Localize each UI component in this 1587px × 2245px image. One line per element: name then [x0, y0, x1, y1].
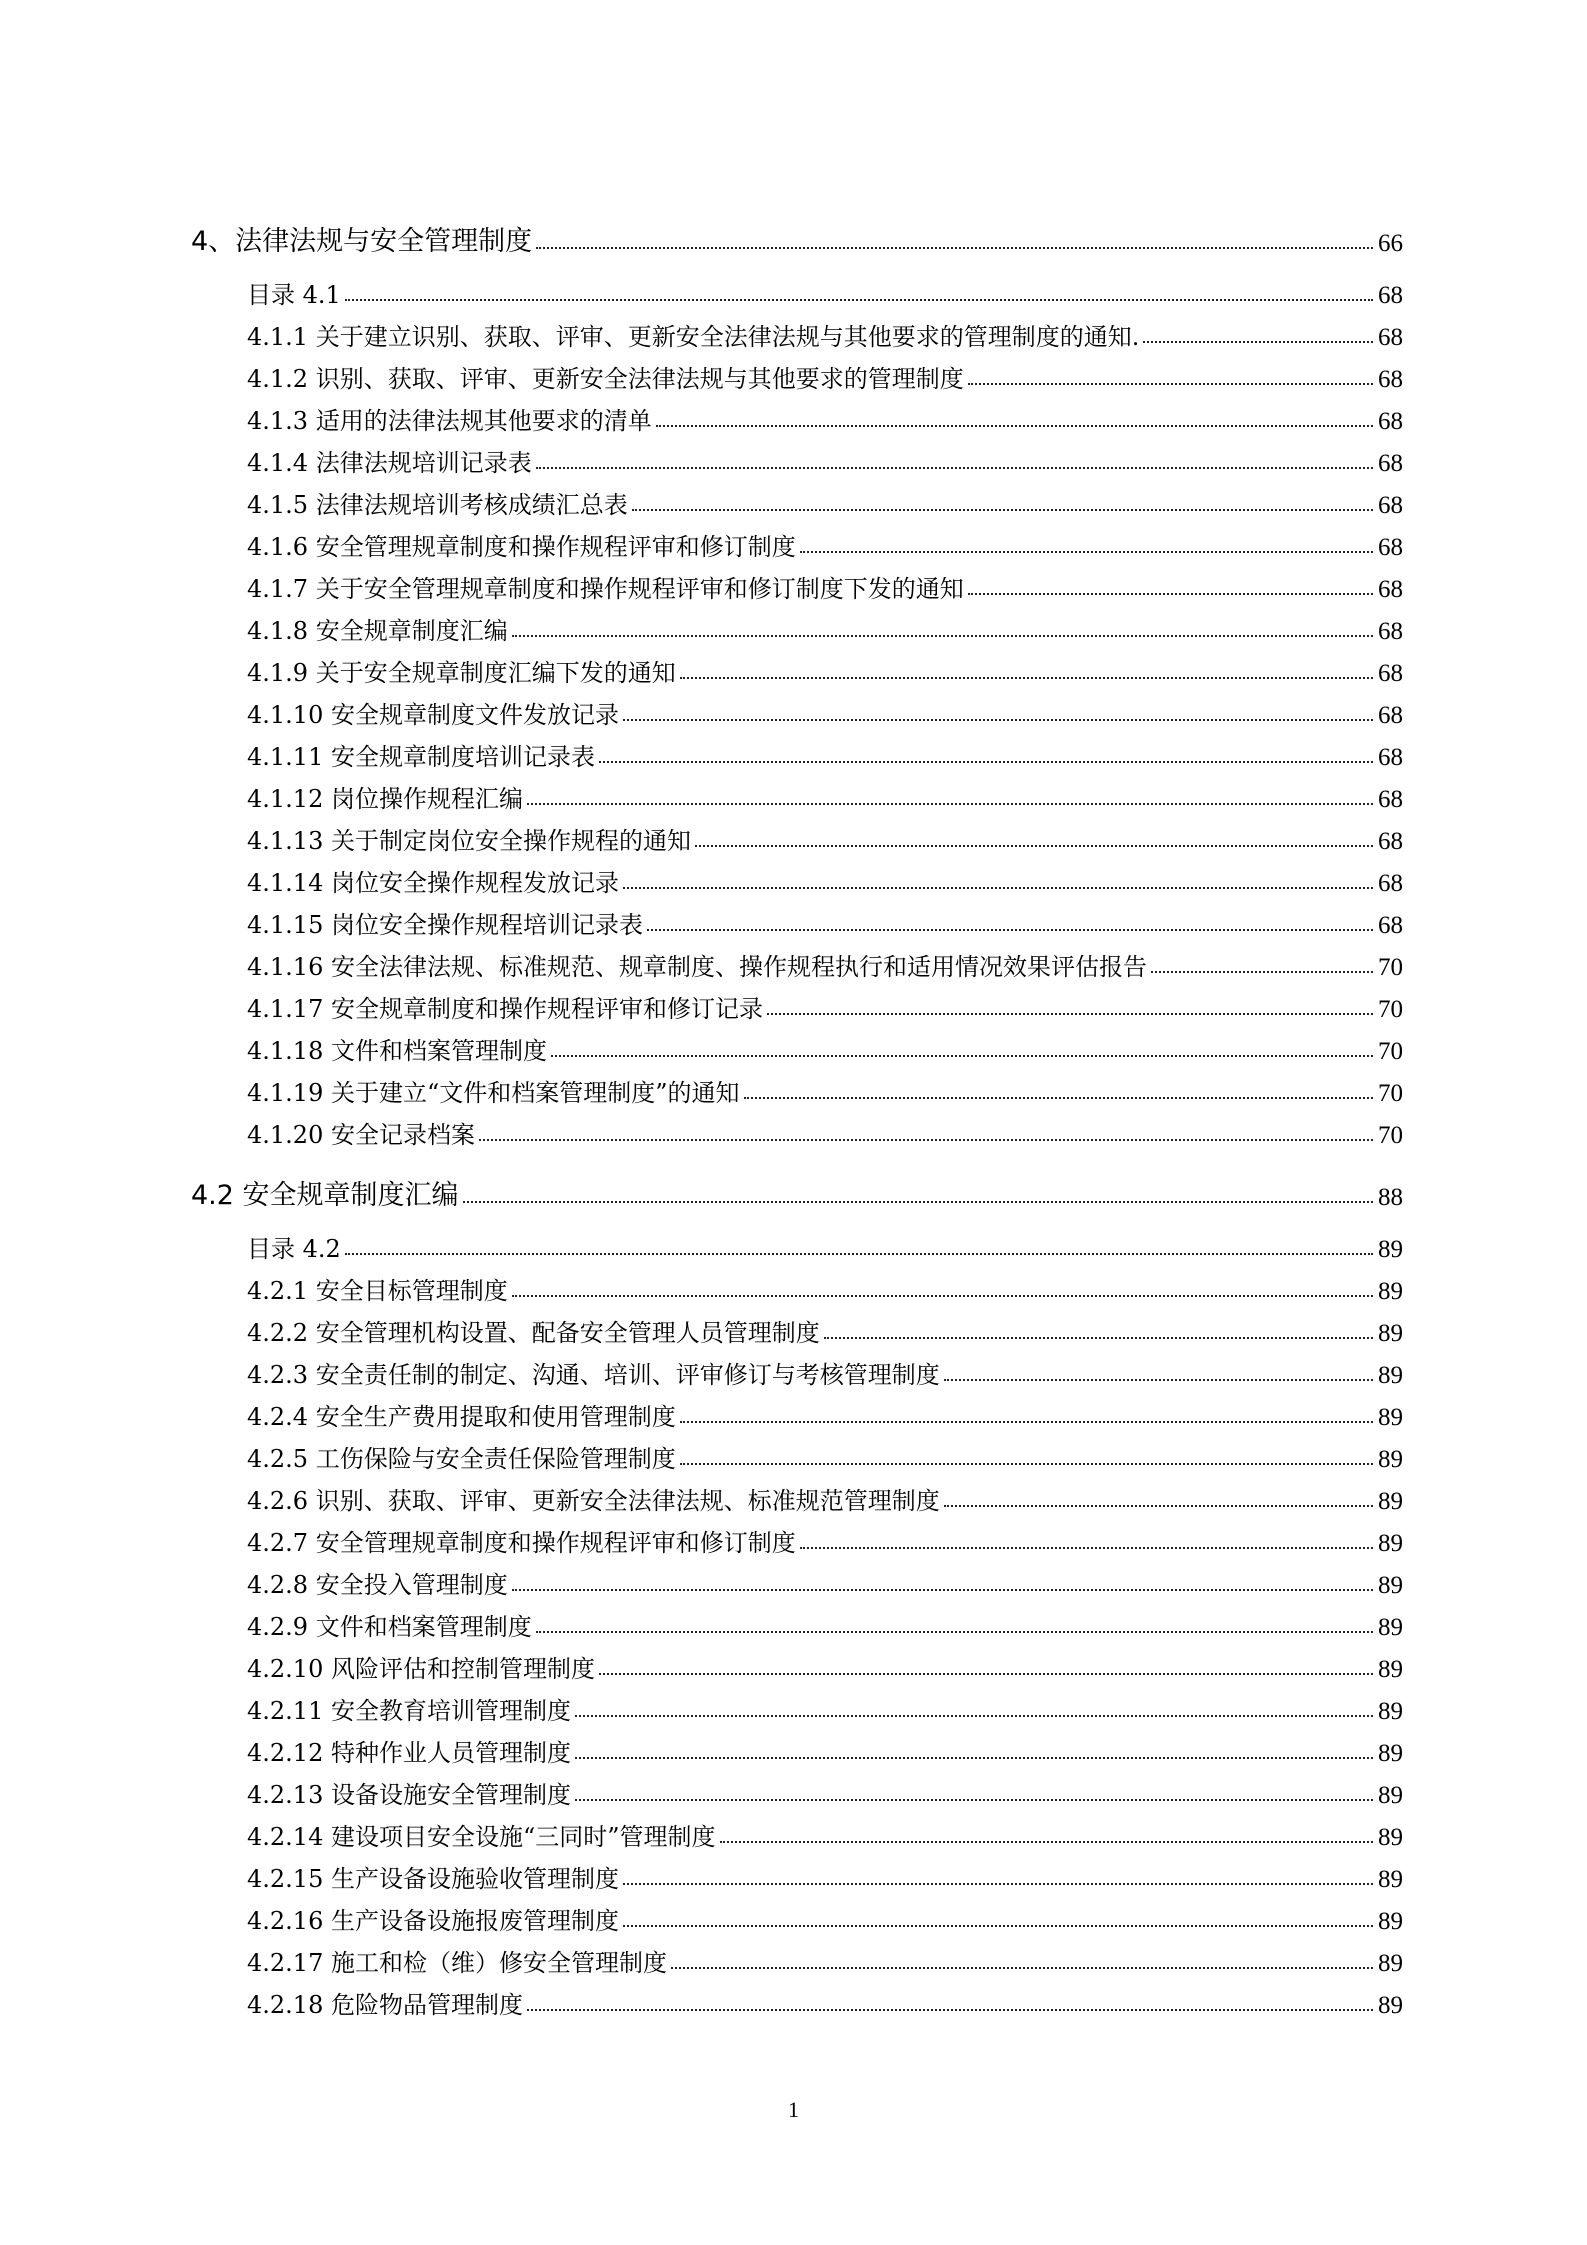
- dot-leader: [623, 887, 1373, 889]
- dot-leader: [463, 1201, 1373, 1203]
- toc-entry[interactable]: [191, 1348, 1403, 1390]
- dot-leader: [968, 383, 1373, 385]
- dot-leader: [632, 509, 1373, 511]
- toc-entry[interactable]: [191, 688, 1403, 730]
- toc-page-number: 89: [1378, 1320, 1403, 1347]
- toc-entry-title: 4.2.17 施工和检（维）修安全管理制度: [247, 1949, 667, 1977]
- toc-page-number: 89: [1378, 1698, 1403, 1725]
- toc-entry-title: 4.2.7 安全管理规章制度和操作规程评审和修订制度: [247, 1529, 796, 1557]
- toc-page-number: 89: [1378, 1614, 1403, 1641]
- page-number: 1: [788, 2097, 799, 2122]
- toc-page-number: 89: [1378, 1740, 1403, 1767]
- dot-leader: [575, 1757, 1373, 1759]
- toc-entry-title: 4.2.9 文件和档案管理制度: [247, 1613, 532, 1641]
- dot-leader: [671, 1967, 1373, 1969]
- toc-entry-title: 4.1.20 安全记录档案: [247, 1121, 475, 1149]
- dot-leader: [536, 247, 1373, 249]
- toc-entry[interactable]: [191, 1726, 1403, 1768]
- toc-entry[interactable]: [191, 898, 1403, 940]
- toc-entry[interactable]: [191, 1024, 1403, 1066]
- dot-leader: [744, 1097, 1373, 1099]
- toc-page-number: 70: [1378, 1122, 1403, 1149]
- dot-leader: [527, 803, 1373, 805]
- toc-entry[interactable]: [191, 1108, 1403, 1150]
- toc-entry-title: 4.1.18 文件和档案管理制度: [247, 1037, 547, 1065]
- toc-entry[interactable]: [191, 604, 1403, 646]
- toc-page-number: 66: [1378, 230, 1403, 257]
- toc-page-number: 68: [1378, 618, 1403, 645]
- dot-leader: [1143, 341, 1373, 343]
- dot-leader: [800, 551, 1373, 553]
- toc-entry[interactable]: [191, 856, 1403, 898]
- dot-leader: [479, 1139, 1373, 1141]
- toc-page-number: 89: [1378, 1824, 1403, 1851]
- toc-entry-title: 4.2.1 安全目标管理制度: [247, 1277, 508, 1305]
- toc-entry-title: 4.2.2 安全管理机构设置、配备安全管理人员管理制度: [247, 1319, 820, 1347]
- toc-page-number: 68: [1378, 492, 1403, 519]
- toc-entry-title: 4.1.19 关于建立“文件和档案管理制度”的通知: [247, 1079, 740, 1107]
- dot-leader: [345, 1253, 1373, 1255]
- toc-page-number: 68: [1378, 450, 1403, 477]
- toc-entry-title: 4.2.6 识别、获取、评审、更新安全法律法规、标准规范管理制度: [247, 1487, 940, 1515]
- toc-entry[interactable]: [191, 1768, 1403, 1810]
- dot-leader: [623, 719, 1373, 721]
- toc-entry-title: 4.2.12 特种作业人员管理制度: [247, 1739, 571, 1767]
- toc-section-heading[interactable]: [191, 214, 1403, 258]
- toc-page-number: 68: [1378, 282, 1403, 309]
- toc-entry-title: 4.2.15 生产设备设施验收管理制度: [247, 1865, 619, 1893]
- toc-entry[interactable]: [191, 814, 1403, 856]
- toc-entry[interactable]: [191, 982, 1403, 1024]
- dot-leader: [680, 677, 1373, 679]
- toc-entry[interactable]: [191, 1852, 1403, 1894]
- dot-leader: [623, 1883, 1373, 1885]
- toc-entry-title: 4.1.6 安全管理规章制度和操作规程评审和修订制度: [247, 533, 796, 561]
- toc-page-number: 89: [1378, 1488, 1403, 1515]
- dot-leader: [623, 1925, 1373, 1927]
- toc-entry-title: 目录 4.1: [247, 281, 341, 309]
- dot-leader: [647, 929, 1373, 931]
- toc-entry[interactable]: [191, 1306, 1403, 1348]
- toc-entry[interactable]: [191, 268, 1403, 310]
- dot-leader: [345, 299, 1373, 301]
- toc-entry-title: 4.1.14 岗位安全操作规程发放记录: [247, 869, 619, 897]
- toc-entry-title: 4.1.2 识别、获取、评审、更新安全法律法规与其他要求的管理制度: [247, 365, 964, 393]
- toc-entry[interactable]: [191, 1264, 1403, 1306]
- toc-entry-title: 4.1.15 岗位安全操作规程培训记录表: [247, 911, 643, 939]
- dot-leader: [575, 1715, 1373, 1717]
- dot-leader: [720, 1841, 1373, 1843]
- dot-leader: [512, 1589, 1373, 1591]
- toc-page-number: 70: [1378, 954, 1403, 981]
- dot-leader: [944, 1505, 1373, 1507]
- toc-entry-title: 4.2.5 工伤保险与安全责任保险管理制度: [247, 1445, 676, 1473]
- dot-leader: [599, 761, 1373, 763]
- toc-page-number: 89: [1378, 1572, 1403, 1599]
- toc-page-number: 68: [1378, 702, 1403, 729]
- toc-entry-title: 4.1.3 适用的法律法规其他要求的清单: [247, 407, 652, 435]
- toc-page-number: 89: [1378, 1446, 1403, 1473]
- toc-entry-title: 4.2.13 设备设施安全管理制度: [247, 1781, 571, 1809]
- toc-page-number: 89: [1378, 1866, 1403, 1893]
- toc-entry-title: 4.1.17 安全规章制度和操作规程评审和修订记录: [247, 995, 763, 1023]
- toc-entry[interactable]: [191, 520, 1403, 562]
- dot-leader: [695, 845, 1373, 847]
- toc-entry-title: 4.1.16 安全法律法规、标准规范、规章制度、操作规程执行和适用情况效果评估报告: [247, 953, 1147, 981]
- toc-entry[interactable]: [191, 394, 1403, 436]
- toc-entry[interactable]: [191, 1810, 1403, 1852]
- toc-page-number: 89: [1378, 1362, 1403, 1389]
- toc-page-number: 68: [1378, 534, 1403, 561]
- toc-entry-title: 4.1.10 安全规章制度文件发放记录: [247, 701, 619, 729]
- toc-page-number: 68: [1378, 408, 1403, 435]
- toc-page-number: 68: [1378, 660, 1403, 687]
- toc-entry-title: 4.1.12 岗位操作规程汇编: [247, 785, 523, 813]
- toc-entry[interactable]: [191, 646, 1403, 688]
- dot-leader: [527, 2009, 1373, 2011]
- dot-leader: [536, 1631, 1373, 1633]
- toc-entry[interactable]: [191, 1684, 1403, 1726]
- dot-leader: [599, 1673, 1373, 1675]
- toc-entry-title: 4.2.11 安全教育培训管理制度: [247, 1697, 571, 1725]
- dot-leader: [767, 1013, 1373, 1015]
- dot-leader: [968, 593, 1373, 595]
- toc-entry[interactable]: [191, 352, 1403, 394]
- dot-leader: [512, 635, 1373, 637]
- toc-page-number: 68: [1378, 576, 1403, 603]
- toc-entry[interactable]: [191, 1390, 1403, 1432]
- dot-leader: [824, 1337, 1373, 1339]
- toc-entry[interactable]: [191, 1600, 1403, 1642]
- toc-entry-title: 4.2.3 安全责任制的制定、沟通、培训、评审修订与考核管理制度: [247, 1361, 940, 1389]
- toc-page-number: 89: [1378, 1656, 1403, 1683]
- toc-section-title: 4.2 安全规章制度汇编: [191, 1180, 459, 1211]
- toc-entry-title: 4.1.11 安全规章制度培训记录表: [247, 743, 595, 771]
- toc-page-number: 89: [1378, 1236, 1403, 1263]
- toc-page-number: 68: [1378, 786, 1403, 813]
- toc-entry-title: 4.1.13 关于制定岗位安全操作规程的通知: [247, 827, 691, 855]
- toc-page-number: 89: [1378, 1782, 1403, 1809]
- toc-entry[interactable]: [191, 1432, 1403, 1474]
- toc-page-number: 68: [1378, 870, 1403, 897]
- toc-entry[interactable]: [191, 1474, 1403, 1516]
- toc-entry-title: 4.1.5 法律法规培训考核成绩汇总表: [247, 491, 628, 519]
- toc-section-heading[interactable]: [191, 1168, 1403, 1212]
- toc-page-number: 89: [1378, 1950, 1403, 1977]
- table-of-contents: [191, 214, 1403, 2020]
- dot-leader: [680, 1421, 1373, 1423]
- toc-page-number: 68: [1378, 744, 1403, 771]
- toc-entry-title: 4.2.8 安全投入管理制度: [247, 1571, 508, 1599]
- dot-leader: [512, 1295, 1373, 1297]
- toc-section-title: 4、法律法规与安全管理制度: [191, 226, 533, 257]
- dot-leader: [1151, 971, 1373, 973]
- toc-entry[interactable]: [191, 1894, 1403, 1936]
- toc-entry[interactable]: [191, 940, 1403, 982]
- toc-page-number: 89: [1378, 1992, 1403, 2019]
- toc-entry-title: 4.2.16 生产设备设施报废管理制度: [247, 1907, 619, 1935]
- toc-page-number: 89: [1378, 1530, 1403, 1557]
- toc-entry-title: 4.2.4 安全生产费用提取和使用管理制度: [247, 1403, 676, 1431]
- dot-leader: [536, 467, 1373, 469]
- toc-page-number: 88: [1378, 1184, 1403, 1211]
- dot-leader: [800, 1547, 1373, 1549]
- toc-entry-title: 4.2.18 危险物品管理制度: [247, 1991, 523, 2019]
- toc-entry[interactable]: [191, 1558, 1403, 1600]
- toc-page-number: 68: [1378, 366, 1403, 393]
- dot-leader: [680, 1463, 1373, 1465]
- dot-leader: [551, 1055, 1373, 1057]
- toc-page-number: 70: [1378, 996, 1403, 1023]
- toc-entry-title: 4.2.14 建设项目安全设施“三同时”管理制度: [247, 1823, 716, 1851]
- toc-entry[interactable]: [191, 1978, 1403, 2020]
- dot-leader: [575, 1799, 1373, 1801]
- toc-entry[interactable]: [191, 730, 1403, 772]
- toc-entry-title: 4.1.4 法律法规培训记录表: [247, 449, 532, 477]
- dot-leader: [944, 1379, 1373, 1381]
- toc-entry[interactable]: [191, 1222, 1403, 1264]
- toc-page-number: 68: [1378, 828, 1403, 855]
- toc-page-number: 89: [1378, 1278, 1403, 1305]
- toc-entry[interactable]: [191, 562, 1403, 604]
- toc-page-number: 70: [1378, 1038, 1403, 1065]
- toc-page-number: 89: [1378, 1404, 1403, 1431]
- toc-entry-title: 4.1.9 关于安全规章制度汇编下发的通知: [247, 659, 676, 687]
- toc-entry[interactable]: [191, 310, 1403, 352]
- toc-page-number: 89: [1378, 1908, 1403, 1935]
- dot-leader: [656, 425, 1373, 427]
- toc-entry-title: 4.1.8 安全规章制度汇编: [247, 617, 508, 645]
- toc-entry-title: 4.2.10 风险评估和控制管理制度: [247, 1655, 595, 1683]
- toc-entry[interactable]: [191, 436, 1403, 478]
- toc-entry[interactable]: [191, 1516, 1403, 1558]
- toc-entry[interactable]: [191, 1642, 1403, 1684]
- toc-page-number: 68: [1378, 324, 1403, 351]
- toc-entry[interactable]: [191, 772, 1403, 814]
- toc-entry-title: 目录 4.2: [247, 1235, 341, 1263]
- toc-page-number: 68: [1378, 912, 1403, 939]
- toc-entry[interactable]: [191, 478, 1403, 520]
- toc-entry[interactable]: [191, 1936, 1403, 1978]
- toc-page-number: 70: [1378, 1080, 1403, 1107]
- toc-entry-title: 4.1.7 关于安全管理规章制度和操作规程评审和修订制度下发的通知: [247, 575, 964, 603]
- toc-entry-title: 4.1.1 关于建立识别、获取、评审、更新安全法律法规与其他要求的管理制度的通知.: [247, 323, 1140, 351]
- toc-entry[interactable]: [191, 1066, 1403, 1108]
